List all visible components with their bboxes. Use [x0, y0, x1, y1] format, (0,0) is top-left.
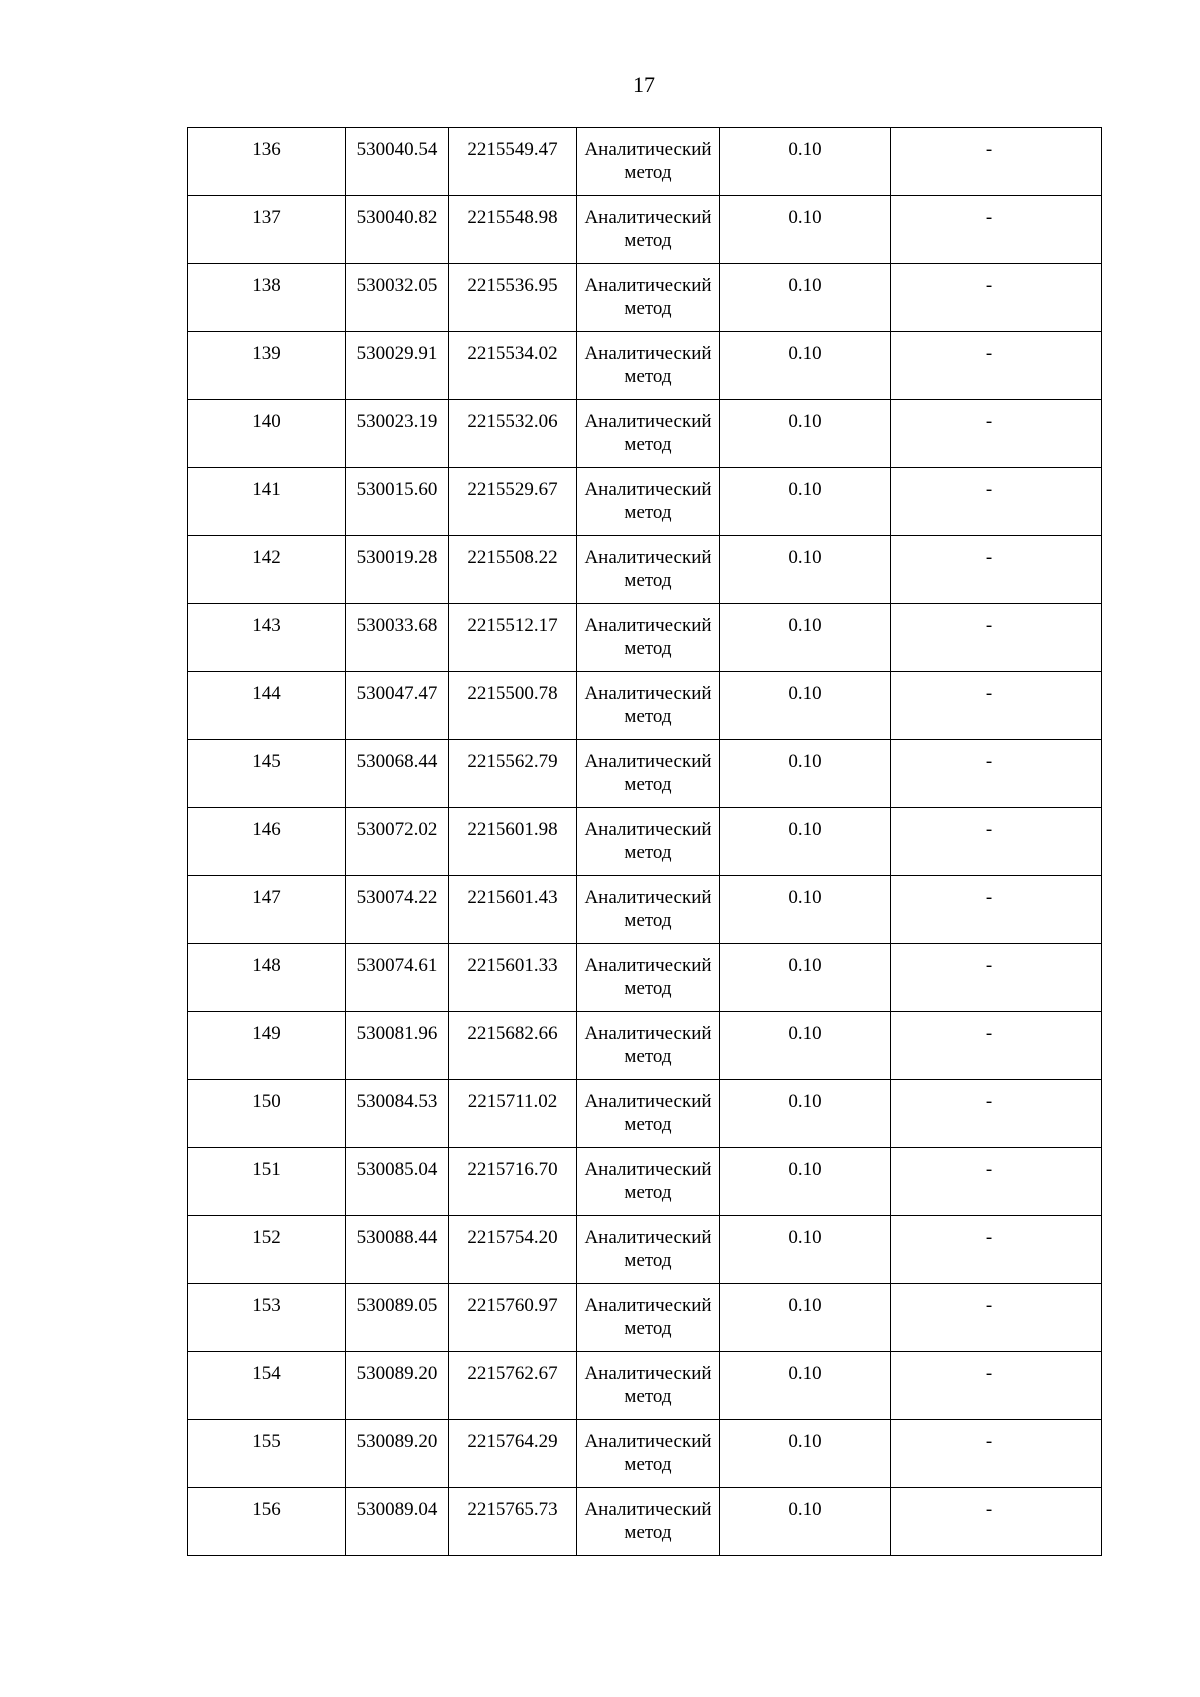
- y-coordinate-cell: 2215762.67: [449, 1352, 577, 1420]
- note-cell: -: [891, 1012, 1102, 1080]
- y-coordinate-cell: 2215548.98: [449, 196, 577, 264]
- point-number-cell: 150: [188, 1080, 346, 1148]
- y-coordinate-cell: 2215601.33: [449, 944, 577, 1012]
- x-coordinate-cell: 530088.44: [346, 1216, 449, 1284]
- table-row: [188, 400, 1102, 468]
- y-coordinate-cell: 2215754.20: [449, 1216, 577, 1284]
- x-coordinate-cell: 530040.54: [346, 128, 449, 196]
- method-line-1: Аналитический: [584, 1431, 712, 1452]
- point-number-cell: 137: [188, 196, 346, 264]
- method-cell: [577, 1352, 720, 1420]
- x-coordinate-cell: 530023.19: [346, 400, 449, 468]
- note-cell: -: [891, 808, 1102, 876]
- method-cell: [577, 1488, 720, 1556]
- method-cell: [577, 740, 720, 808]
- x-coordinate-cell: 530032.05: [346, 264, 449, 332]
- note-cell: -: [891, 536, 1102, 604]
- accuracy-cell: 0.10: [720, 536, 891, 604]
- accuracy-cell: 0.10: [720, 468, 891, 536]
- x-coordinate-cell: 530084.53: [346, 1080, 449, 1148]
- method-cell: [577, 1284, 720, 1352]
- note-cell: -: [891, 1488, 1102, 1556]
- note-cell: -: [891, 1148, 1102, 1216]
- table-row: [188, 536, 1102, 604]
- x-coordinate-cell: 530081.96: [346, 1012, 449, 1080]
- method-line-2: метод: [624, 1046, 672, 1067]
- point-number-cell: 136: [188, 128, 346, 196]
- table-row: [188, 264, 1102, 332]
- method-line-1: Аналитический: [584, 751, 712, 772]
- note-cell: -: [891, 196, 1102, 264]
- note-cell: -: [891, 1216, 1102, 1284]
- table-row: [188, 1284, 1102, 1352]
- method-cell: [577, 1148, 720, 1216]
- method-cell: [577, 876, 720, 944]
- method-line-2: метод: [624, 230, 672, 251]
- note-cell: -: [891, 1352, 1102, 1420]
- y-coordinate-cell: 2215601.43: [449, 876, 577, 944]
- accuracy-cell: 0.10: [720, 672, 891, 740]
- method-cell: [577, 128, 720, 196]
- y-coordinate-cell: 2215682.66: [449, 1012, 577, 1080]
- table-body: [188, 128, 1102, 1556]
- accuracy-cell: 0.10: [720, 332, 891, 400]
- table-row: [188, 196, 1102, 264]
- method-cell: [577, 1080, 720, 1148]
- note-cell: -: [891, 740, 1102, 808]
- point-number-cell: 139: [188, 332, 346, 400]
- y-coordinate-cell: 2215532.06: [449, 400, 577, 468]
- method-line-1: Аналитический: [584, 1295, 712, 1316]
- point-number-cell: 143: [188, 604, 346, 672]
- method-line-1: Аналитический: [584, 411, 712, 432]
- y-coordinate-cell: 2215765.73: [449, 1488, 577, 1556]
- point-number-cell: 138: [188, 264, 346, 332]
- x-coordinate-cell: 530015.60: [346, 468, 449, 536]
- method-line-1: Аналитический: [584, 819, 712, 840]
- method-line-1: Аналитический: [584, 887, 712, 908]
- table-row: [188, 1012, 1102, 1080]
- accuracy-cell: 0.10: [720, 1216, 891, 1284]
- table-row: [188, 1216, 1102, 1284]
- accuracy-cell: 0.10: [720, 808, 891, 876]
- accuracy-cell: 0.10: [720, 400, 891, 468]
- method-line-1: Аналитический: [584, 1159, 712, 1180]
- accuracy-cell: 0.10: [720, 128, 891, 196]
- point-number-cell: 145: [188, 740, 346, 808]
- note-cell: -: [891, 1420, 1102, 1488]
- accuracy-cell: 0.10: [720, 1352, 891, 1420]
- method-cell: [577, 944, 720, 1012]
- note-cell: -: [891, 332, 1102, 400]
- x-coordinate-cell: 530047.47: [346, 672, 449, 740]
- method-line-1: Аналитический: [584, 207, 712, 228]
- method-line-1: Аналитический: [584, 547, 712, 568]
- method-line-2: метод: [624, 706, 672, 727]
- method-cell: [577, 604, 720, 672]
- method-line-2: метод: [624, 298, 672, 319]
- point-number-cell: 147: [188, 876, 346, 944]
- table-row: [188, 672, 1102, 740]
- table-row: [188, 604, 1102, 672]
- accuracy-cell: 0.10: [720, 876, 891, 944]
- accuracy-cell: 0.10: [720, 1284, 891, 1352]
- method-cell: [577, 672, 720, 740]
- method-line-1: Аналитический: [584, 343, 712, 364]
- point-number-cell: 144: [188, 672, 346, 740]
- y-coordinate-cell: 2215512.17: [449, 604, 577, 672]
- table-row: [188, 128, 1102, 196]
- method-cell: [577, 808, 720, 876]
- method-line-2: метод: [624, 1182, 672, 1203]
- method-cell: [577, 332, 720, 400]
- method-line-2: метод: [624, 570, 672, 591]
- method-line-1: Аналитический: [584, 275, 712, 296]
- table-row: [188, 1352, 1102, 1420]
- accuracy-cell: 0.10: [720, 1488, 891, 1556]
- y-coordinate-cell: 2215529.67: [449, 468, 577, 536]
- accuracy-cell: 0.10: [720, 1012, 891, 1080]
- method-cell: [577, 468, 720, 536]
- note-cell: -: [891, 876, 1102, 944]
- x-coordinate-cell: 530033.68: [346, 604, 449, 672]
- method-line-1: Аналитический: [584, 1499, 712, 1520]
- method-line-1: Аналитический: [584, 139, 712, 160]
- table-row: [188, 1148, 1102, 1216]
- accuracy-cell: 0.10: [720, 1148, 891, 1216]
- method-line-1: Аналитический: [584, 615, 712, 636]
- x-coordinate-cell: 530072.02: [346, 808, 449, 876]
- point-number-cell: 146: [188, 808, 346, 876]
- table-row: [188, 944, 1102, 1012]
- method-line-2: метод: [624, 366, 672, 387]
- method-line-2: метод: [624, 1318, 672, 1339]
- method-cell: [577, 196, 720, 264]
- method-line-1: Аналитический: [584, 1227, 712, 1248]
- x-coordinate-cell: 530089.20: [346, 1420, 449, 1488]
- x-coordinate-cell: 530029.91: [346, 332, 449, 400]
- note-cell: -: [891, 944, 1102, 1012]
- point-number-cell: 148: [188, 944, 346, 1012]
- x-coordinate-cell: 530074.61: [346, 944, 449, 1012]
- table-row: [188, 808, 1102, 876]
- table-row: [188, 740, 1102, 808]
- method-line-1: Аналитический: [584, 1023, 712, 1044]
- method-line-2: метод: [624, 638, 672, 659]
- point-number-cell: 156: [188, 1488, 346, 1556]
- method-line-2: метод: [624, 1386, 672, 1407]
- method-line-1: Аналитический: [584, 955, 712, 976]
- method-cell: [577, 536, 720, 604]
- table-row: [188, 1080, 1102, 1148]
- method-cell: [577, 1420, 720, 1488]
- note-cell: -: [891, 672, 1102, 740]
- y-coordinate-cell: 2215508.22: [449, 536, 577, 604]
- method-line-1: Аналитический: [584, 479, 712, 500]
- accuracy-cell: 0.10: [720, 264, 891, 332]
- accuracy-cell: 0.10: [720, 604, 891, 672]
- x-coordinate-cell: 530074.22: [346, 876, 449, 944]
- method-line-2: метод: [624, 910, 672, 931]
- y-coordinate-cell: 2215764.29: [449, 1420, 577, 1488]
- method-line-2: метод: [624, 162, 672, 183]
- point-number-cell: 140: [188, 400, 346, 468]
- note-cell: -: [891, 128, 1102, 196]
- note-cell: -: [891, 468, 1102, 536]
- note-cell: -: [891, 264, 1102, 332]
- accuracy-cell: 0.10: [720, 1420, 891, 1488]
- point-number-cell: 152: [188, 1216, 346, 1284]
- table-row: [188, 332, 1102, 400]
- point-number-cell: 153: [188, 1284, 346, 1352]
- method-cell: [577, 264, 720, 332]
- y-coordinate-cell: 2215562.79: [449, 740, 577, 808]
- y-coordinate-cell: 2215760.97: [449, 1284, 577, 1352]
- note-cell: -: [891, 1284, 1102, 1352]
- method-cell: [577, 1012, 720, 1080]
- method-line-1: Аналитический: [584, 1363, 712, 1384]
- method-cell: [577, 1216, 720, 1284]
- point-number-cell: 155: [188, 1420, 346, 1488]
- x-coordinate-cell: 530085.04: [346, 1148, 449, 1216]
- method-line-2: метод: [624, 1522, 672, 1543]
- point-number-cell: 151: [188, 1148, 346, 1216]
- y-coordinate-cell: 2215536.95: [449, 264, 577, 332]
- point-number-cell: 141: [188, 468, 346, 536]
- point-number-cell: 142: [188, 536, 346, 604]
- method-line-2: метод: [624, 774, 672, 795]
- method-line-1: Аналитический: [584, 1091, 712, 1112]
- x-coordinate-cell: 530068.44: [346, 740, 449, 808]
- y-coordinate-cell: 2215500.78: [449, 672, 577, 740]
- method-line-2: метод: [624, 978, 672, 999]
- method-line-2: метод: [624, 1454, 672, 1475]
- method-cell: [577, 400, 720, 468]
- accuracy-cell: 0.10: [720, 196, 891, 264]
- page-number: 17: [633, 72, 655, 97]
- method-line-2: метод: [624, 1250, 672, 1271]
- method-line-2: метод: [624, 502, 672, 523]
- x-coordinate-cell: 530019.28: [346, 536, 449, 604]
- method-line-1: Аналитический: [584, 683, 712, 704]
- accuracy-cell: 0.10: [720, 740, 891, 808]
- method-line-2: метод: [624, 434, 672, 455]
- point-number-cell: 154: [188, 1352, 346, 1420]
- method-line-2: метод: [624, 842, 672, 863]
- note-cell: -: [891, 604, 1102, 672]
- coordinates-table: [187, 127, 1102, 1556]
- table-row: [188, 1420, 1102, 1488]
- x-coordinate-cell: 530089.04: [346, 1488, 449, 1556]
- note-cell: -: [891, 400, 1102, 468]
- accuracy-cell: 0.10: [720, 944, 891, 1012]
- accuracy-cell: 0.10: [720, 1080, 891, 1148]
- table-row: [188, 468, 1102, 536]
- method-line-2: метод: [624, 1114, 672, 1135]
- y-coordinate-cell: 2215549.47: [449, 128, 577, 196]
- table-row: [188, 1488, 1102, 1556]
- note-cell: -: [891, 1080, 1102, 1148]
- y-coordinate-cell: 2215601.98: [449, 808, 577, 876]
- table-row: [188, 876, 1102, 944]
- point-number-cell: 149: [188, 1012, 346, 1080]
- x-coordinate-cell: 530089.05: [346, 1284, 449, 1352]
- y-coordinate-cell: 2215716.70: [449, 1148, 577, 1216]
- y-coordinate-cell: 2215534.02: [449, 332, 577, 400]
- y-coordinate-cell: 2215711.02: [449, 1080, 577, 1148]
- x-coordinate-cell: 530089.20: [346, 1352, 449, 1420]
- x-coordinate-cell: 530040.82: [346, 196, 449, 264]
